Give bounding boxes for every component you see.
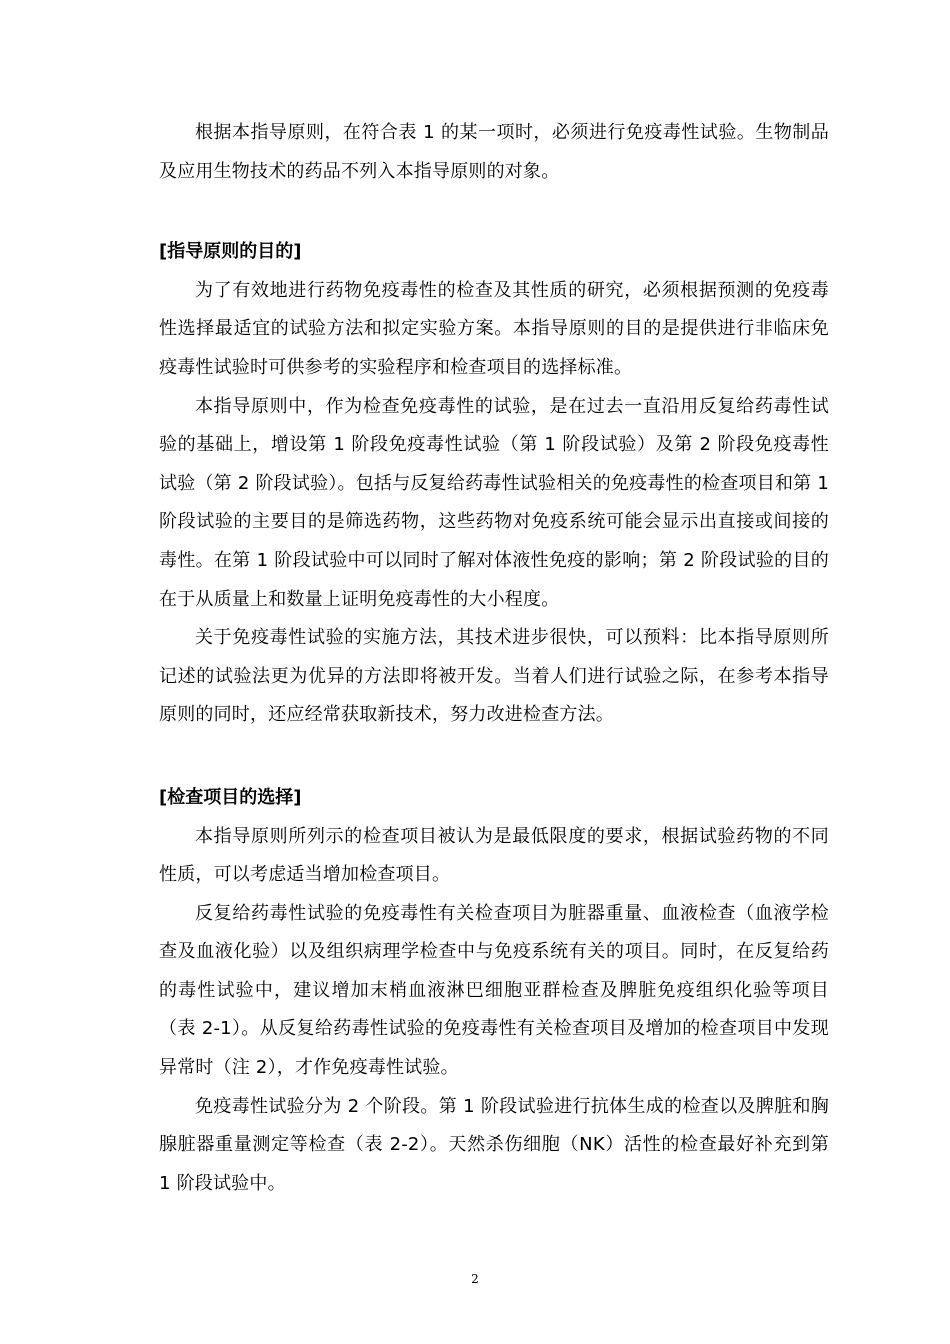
selection-paragraph-2: 反复给药毒性试验的免疫毒性有关检查项目为脏器重量、血液检查（血液学检查及血液化验）以及组织病理学检查中与免疫系统有关的项目。同时，在反复给药的毒性试验中，建议增加末梢血液淋巴细胞亚群检查及脾脏免疫组织化验等项目（表 2-1）。从反复给药毒性试验的免疫毒性有关检查项目及增加的检查项目中发现异常时（注 2），才作免疫毒性试验。 xyxy=(159,902,829,1079)
purpose-paragraph-1: 为了有效地进行药物免疫毒性的检查及其性质的研究，必须根据预测的免疫毒性选择最适宜的试验方法和拟定实验方案。本指导原则的目的是提供进行非临床免疫毒性试验时可供参考的实验程序和检查项目的选择标准。 xyxy=(159,279,829,378)
section-heading-purpose: [指导原则的目的] xyxy=(159,241,302,263)
selection-paragraph-1: 本指导原则所列示的检查项目被认为是最低限度的要求，根据试验药物的不同性质，可以考虑适当增加检查项目。 xyxy=(159,825,829,886)
page-number: 2 xyxy=(471,1272,479,1286)
selection-paragraph-3: 免疫毒性试验分为 2 个阶段。第 1 阶段试验进行抗体生成的检查以及脾脏和胸腺脏器重量测定等检查（表 2-2）。天然杀伤细胞（NK）活性的检查最好补充到第 1 阶段试验中。 xyxy=(159,1095,829,1194)
document-body xyxy=(159,114,829,1203)
purpose-paragraph-3: 关于免疫毒性试验的实施方法，其技术进步很快，可以预料：比本指导原则所记述的试验法更为优异的方法即将被开发。当着人们进行试验之际，在参考本指导原则的同时，还应经常获取新技术，努力改进检查方法。 xyxy=(159,627,829,726)
section-spacer xyxy=(159,191,829,233)
section-heading-selection: [检查项目的选择] xyxy=(159,786,302,808)
section-spacer xyxy=(159,735,829,779)
purpose-paragraph-2: 本指导原则中，作为检查免疫毒性的试验，是在过去一直沿用反复给药毒性试验的基础上，增设第 1 阶段免疫毒性试验（第 1 阶段试验）及第 2 阶段免疫毒性试验（第 2 阶段试验）。包括与反复给药毒性试验相关的免疫毒性的检查项目和第 1 阶段试验的主要目的是筛选药物，这些药物对免疫系统可能会显示出直接或间接的毒性。在第 1 阶段试验中可以同时了解对体液性免疫的影响；第 2 阶段试验的目的在于从质量上和数量上证明免疫毒性的大小程度。 xyxy=(159,395,829,610)
intro-paragraph: 根据本指导原则，在符合表 1 的某一项时，必须进行免疫毒性试验。生物制品及应用生物技术的药品不列入本指导原则的对象。 xyxy=(159,122,829,182)
